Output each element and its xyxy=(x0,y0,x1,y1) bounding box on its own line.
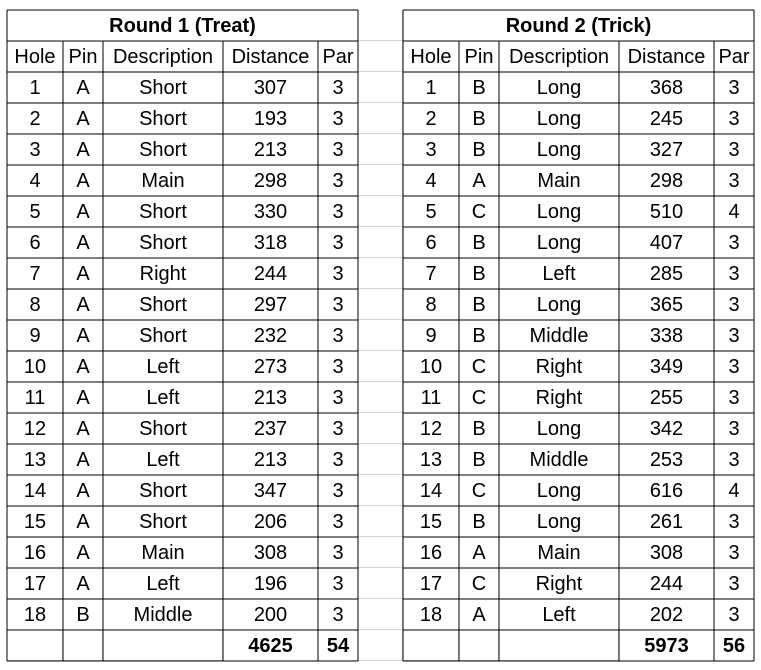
cell-description[interactable]: Left xyxy=(542,603,576,626)
cell-pin[interactable]: C xyxy=(471,572,487,595)
cell-hole[interactable]: 15 xyxy=(23,510,47,533)
cell-par[interactable]: 3 xyxy=(728,293,740,316)
cell-distance[interactable]: 232 xyxy=(253,324,288,347)
cell-pin[interactable]: A xyxy=(76,293,90,316)
cell-pin[interactable]: A xyxy=(472,169,486,192)
cell-hole[interactable]: 16 xyxy=(23,541,47,564)
cell-par[interactable]: 3 xyxy=(728,510,740,533)
cell-hole[interactable]: 11 xyxy=(420,386,442,409)
cell-pin[interactable]: B xyxy=(472,417,486,440)
cell-distance[interactable]: 261 xyxy=(649,510,684,533)
cell-hole[interactable]: 10 xyxy=(23,355,47,378)
cell-par[interactable]: 3 xyxy=(728,355,740,378)
cell-pin[interactable]: B xyxy=(76,603,90,626)
cell-pin[interactable]: C xyxy=(471,200,487,223)
cell-description[interactable]: Main xyxy=(537,169,581,192)
cell-description[interactable]: Long xyxy=(536,76,582,99)
cell-description[interactable]: Long xyxy=(536,107,582,130)
cell-description[interactable]: Left xyxy=(542,262,576,285)
cell-pin[interactable]: A xyxy=(76,417,90,440)
cell-distance[interactable]: 368 xyxy=(649,76,684,99)
cell-distance[interactable]: 200 xyxy=(253,603,288,626)
cell-par[interactable]: 3 xyxy=(332,479,344,502)
cell-description[interactable]: Long xyxy=(536,200,582,223)
cell-description[interactable]: Middle xyxy=(133,603,193,626)
cell-par[interactable]: 3 xyxy=(332,448,344,471)
cell-par[interactable]: 3 xyxy=(728,324,740,347)
cell-hole[interactable]: 8 xyxy=(425,293,437,316)
header-par[interactable]: Par xyxy=(718,45,750,68)
cell-description[interactable]: Long xyxy=(536,479,582,502)
cell-distance[interactable]: 196 xyxy=(253,572,288,595)
cell-hole[interactable]: 10 xyxy=(419,355,443,378)
cell-pin[interactable]: A xyxy=(76,231,90,254)
cell-description[interactable]: Main xyxy=(537,541,581,564)
cell-hole[interactable]: 3 xyxy=(425,138,437,161)
round-2-title[interactable]: Round 2 (Trick) xyxy=(505,14,652,37)
cell-distance[interactable]: 407 xyxy=(649,231,684,254)
cell-hole[interactable]: 9 xyxy=(29,324,41,347)
cell-description[interactable]: Short xyxy=(139,293,187,316)
cell-par[interactable]: 4 xyxy=(728,200,740,223)
cell-hole[interactable]: 13 xyxy=(419,448,443,471)
cell-par[interactable]: 3 xyxy=(728,386,740,409)
cell-description[interactable]: Middle xyxy=(529,324,589,347)
cell-hole[interactable]: 4 xyxy=(29,169,41,192)
cell-description[interactable]: Short xyxy=(139,107,187,130)
header-distance[interactable]: Distance xyxy=(627,45,706,68)
cell-distance[interactable]: 297 xyxy=(253,293,288,316)
cell-par[interactable]: 3 xyxy=(728,76,740,99)
cell-par[interactable]: 3 xyxy=(332,541,344,564)
cell-distance[interactable]: 338 xyxy=(649,324,684,347)
cell-distance[interactable]: 365 xyxy=(649,293,684,316)
cell-description[interactable]: Short xyxy=(139,417,187,440)
cell-hole[interactable]: 3 xyxy=(29,138,41,161)
cell-distance[interactable]: 298 xyxy=(253,169,288,192)
cell-par[interactable]: 3 xyxy=(728,169,740,192)
cell-pin[interactable]: B xyxy=(472,262,486,285)
cell-hole[interactable]: 16 xyxy=(419,541,443,564)
cell-pin[interactable]: A xyxy=(76,107,90,130)
cell-hole[interactable]: 2 xyxy=(29,107,41,130)
cell-pin[interactable]: C xyxy=(471,386,487,409)
cell-distance[interactable]: 193 xyxy=(253,107,288,130)
cell-description[interactable]: Short xyxy=(139,231,187,254)
cell-distance[interactable]: 330 xyxy=(253,200,288,223)
cell-description[interactable]: Left xyxy=(146,448,180,471)
cell-distance[interactable]: 307 xyxy=(253,76,288,99)
cell-par[interactable]: 3 xyxy=(728,603,740,626)
cell-distance[interactable]: 213 xyxy=(253,448,288,471)
cell-distance[interactable]: 206 xyxy=(253,510,288,533)
total-par[interactable]: 54 xyxy=(326,634,350,657)
cell-description[interactable]: Right xyxy=(535,386,583,409)
cell-distance[interactable]: 347 xyxy=(253,479,288,502)
header-description[interactable]: Description xyxy=(508,45,610,68)
cell-par[interactable]: 3 xyxy=(728,138,740,161)
cell-par[interactable]: 3 xyxy=(332,138,344,161)
cell-distance[interactable]: 308 xyxy=(649,541,684,564)
cell-hole[interactable]: 15 xyxy=(419,510,443,533)
cell-pin[interactable]: A xyxy=(76,76,90,99)
cell-hole[interactable]: 17 xyxy=(23,572,47,595)
cell-distance[interactable]: 285 xyxy=(649,262,684,285)
cell-distance[interactable]: 318 xyxy=(253,231,288,254)
cell-distance[interactable]: 213 xyxy=(253,138,288,161)
cell-hole[interactable]: 11 xyxy=(24,386,46,409)
cell-pin[interactable]: B xyxy=(472,324,486,347)
header-par[interactable]: Par xyxy=(322,45,354,68)
cell-pin[interactable]: B xyxy=(472,138,486,161)
cell-description[interactable]: Left xyxy=(146,355,180,378)
cell-pin[interactable]: A xyxy=(76,262,90,285)
cell-par[interactable]: 3 xyxy=(728,107,740,130)
header-pin[interactable]: Pin xyxy=(464,45,494,68)
cell-pin[interactable]: B xyxy=(472,231,486,254)
cell-hole[interactable]: 12 xyxy=(23,417,47,440)
cell-description[interactable]: Short xyxy=(139,510,187,533)
cell-description[interactable]: Long xyxy=(536,293,582,316)
cell-par[interactable]: 3 xyxy=(728,541,740,564)
cell-description[interactable]: Right xyxy=(535,572,583,595)
cell-pin[interactable]: A xyxy=(76,138,90,161)
cell-distance[interactable]: 298 xyxy=(649,169,684,192)
cell-description[interactable]: Left xyxy=(146,572,180,595)
cell-par[interactable]: 4 xyxy=(728,479,740,502)
cell-pin[interactable]: A xyxy=(76,510,90,533)
cell-hole[interactable]: 14 xyxy=(419,479,443,502)
cell-par[interactable]: 3 xyxy=(332,417,344,440)
cell-par[interactable]: 3 xyxy=(728,262,740,285)
cell-description[interactable]: Short xyxy=(139,200,187,223)
header-pin[interactable]: Pin xyxy=(68,45,98,68)
cell-pin[interactable]: B xyxy=(472,448,486,471)
cell-hole[interactable]: 12 xyxy=(419,417,443,440)
cell-pin[interactable]: A xyxy=(472,603,486,626)
total-distance[interactable]: 5973 xyxy=(644,634,689,657)
cell-par[interactable]: 3 xyxy=(728,448,740,471)
cell-par[interactable]: 3 xyxy=(332,572,344,595)
cell-description[interactable]: Middle xyxy=(529,448,589,471)
cell-distance[interactable]: 244 xyxy=(253,262,288,285)
cell-pin[interactable]: A xyxy=(76,324,90,347)
cell-distance[interactable]: 244 xyxy=(649,572,684,595)
cell-par[interactable]: 3 xyxy=(332,231,344,254)
cell-hole[interactable]: 6 xyxy=(29,231,41,254)
header-hole[interactable]: Hole xyxy=(410,45,452,68)
cell-par[interactable]: 3 xyxy=(332,169,344,192)
cell-description[interactable]: Main xyxy=(141,169,185,192)
cell-par[interactable]: 3 xyxy=(332,200,344,223)
cell-pin[interactable]: B xyxy=(472,107,486,130)
cell-description[interactable]: Right xyxy=(535,355,583,378)
cell-pin[interactable]: A xyxy=(76,200,90,223)
cell-par[interactable]: 3 xyxy=(332,355,344,378)
cell-pin[interactable]: A xyxy=(76,448,90,471)
cell-description[interactable]: Short xyxy=(139,138,187,161)
cell-description[interactable]: Right xyxy=(139,262,187,285)
cell-pin[interactable]: A xyxy=(472,541,486,564)
cell-hole[interactable]: 8 xyxy=(29,293,41,316)
cell-hole[interactable]: 14 xyxy=(23,479,47,502)
cell-distance[interactable]: 213 xyxy=(253,386,288,409)
cell-hole[interactable]: 9 xyxy=(425,324,437,347)
cell-description[interactable]: Short xyxy=(139,76,187,99)
cell-pin[interactable]: B xyxy=(472,293,486,316)
cell-distance[interactable]: 342 xyxy=(649,417,684,440)
cell-distance[interactable]: 327 xyxy=(649,138,684,161)
header-description[interactable]: Description xyxy=(112,45,214,68)
cell-description[interactable]: Short xyxy=(139,324,187,347)
cell-hole[interactable]: 18 xyxy=(23,603,47,626)
cell-hole[interactable]: 17 xyxy=(419,572,443,595)
cell-pin[interactable]: A xyxy=(76,541,90,564)
cell-pin[interactable]: C xyxy=(471,355,487,378)
cell-hole[interactable]: 2 xyxy=(425,107,437,130)
cell-pin[interactable]: A xyxy=(76,355,90,378)
cell-description[interactable]: Left xyxy=(146,386,180,409)
cell-description[interactable]: Long xyxy=(536,138,582,161)
cell-pin[interactable]: A xyxy=(76,572,90,595)
cell-distance[interactable]: 202 xyxy=(649,603,684,626)
cell-hole[interactable]: 5 xyxy=(29,200,41,223)
cell-hole[interactable]: 5 xyxy=(425,200,437,223)
header-distance[interactable]: Distance xyxy=(231,45,310,68)
cell-distance[interactable]: 349 xyxy=(649,355,684,378)
cell-description[interactable]: Long xyxy=(536,417,582,440)
total-par[interactable]: 56 xyxy=(722,634,746,657)
cell-hole[interactable]: 7 xyxy=(425,262,437,285)
cell-pin[interactable]: A xyxy=(76,479,90,502)
total-distance[interactable]: 4625 xyxy=(248,634,293,657)
cell-pin[interactable]: A xyxy=(76,386,90,409)
cell-hole[interactable]: 1 xyxy=(425,76,437,99)
cell-distance[interactable]: 616 xyxy=(649,479,684,502)
cell-par[interactable]: 3 xyxy=(332,324,344,347)
cell-par[interactable]: 3 xyxy=(332,510,344,533)
cell-par[interactable]: 3 xyxy=(728,572,740,595)
cell-par[interactable]: 3 xyxy=(332,107,344,130)
cell-pin[interactable]: B xyxy=(472,76,486,99)
cell-pin[interactable]: B xyxy=(472,510,486,533)
cell-par[interactable]: 3 xyxy=(728,417,740,440)
cell-description[interactable]: Short xyxy=(139,479,187,502)
cell-distance[interactable]: 255 xyxy=(649,386,684,409)
cell-distance[interactable]: 510 xyxy=(649,200,684,223)
cell-par[interactable]: 3 xyxy=(728,231,740,254)
cell-par[interactable]: 3 xyxy=(332,262,344,285)
cell-par[interactable]: 3 xyxy=(332,293,344,316)
cell-hole[interactable]: 18 xyxy=(419,603,443,626)
cell-hole[interactable]: 1 xyxy=(29,76,41,99)
cell-pin[interactable]: A xyxy=(76,169,90,192)
cell-hole[interactable]: 6 xyxy=(425,231,437,254)
cell-par[interactable]: 3 xyxy=(332,386,344,409)
cell-par[interactable]: 3 xyxy=(332,603,344,626)
cell-distance[interactable]: 245 xyxy=(649,107,684,130)
cell-distance[interactable]: 237 xyxy=(253,417,288,440)
cell-hole[interactable]: 13 xyxy=(23,448,47,471)
cell-pin[interactable]: C xyxy=(471,479,487,502)
cell-par[interactable]: 3 xyxy=(332,76,344,99)
header-hole[interactable]: Hole xyxy=(14,45,56,68)
round-1-title[interactable]: Round 1 (Treat) xyxy=(109,14,256,37)
cell-distance[interactable]: 308 xyxy=(253,541,288,564)
cell-description[interactable]: Long xyxy=(536,510,582,533)
cell-description[interactable]: Long xyxy=(536,231,582,254)
cell-description[interactable]: Main xyxy=(141,541,185,564)
cell-distance[interactable]: 253 xyxy=(649,448,684,471)
cell-hole[interactable]: 7 xyxy=(29,262,41,285)
cell-hole[interactable]: 4 xyxy=(425,169,437,192)
cell-distance[interactable]: 273 xyxy=(253,355,288,378)
